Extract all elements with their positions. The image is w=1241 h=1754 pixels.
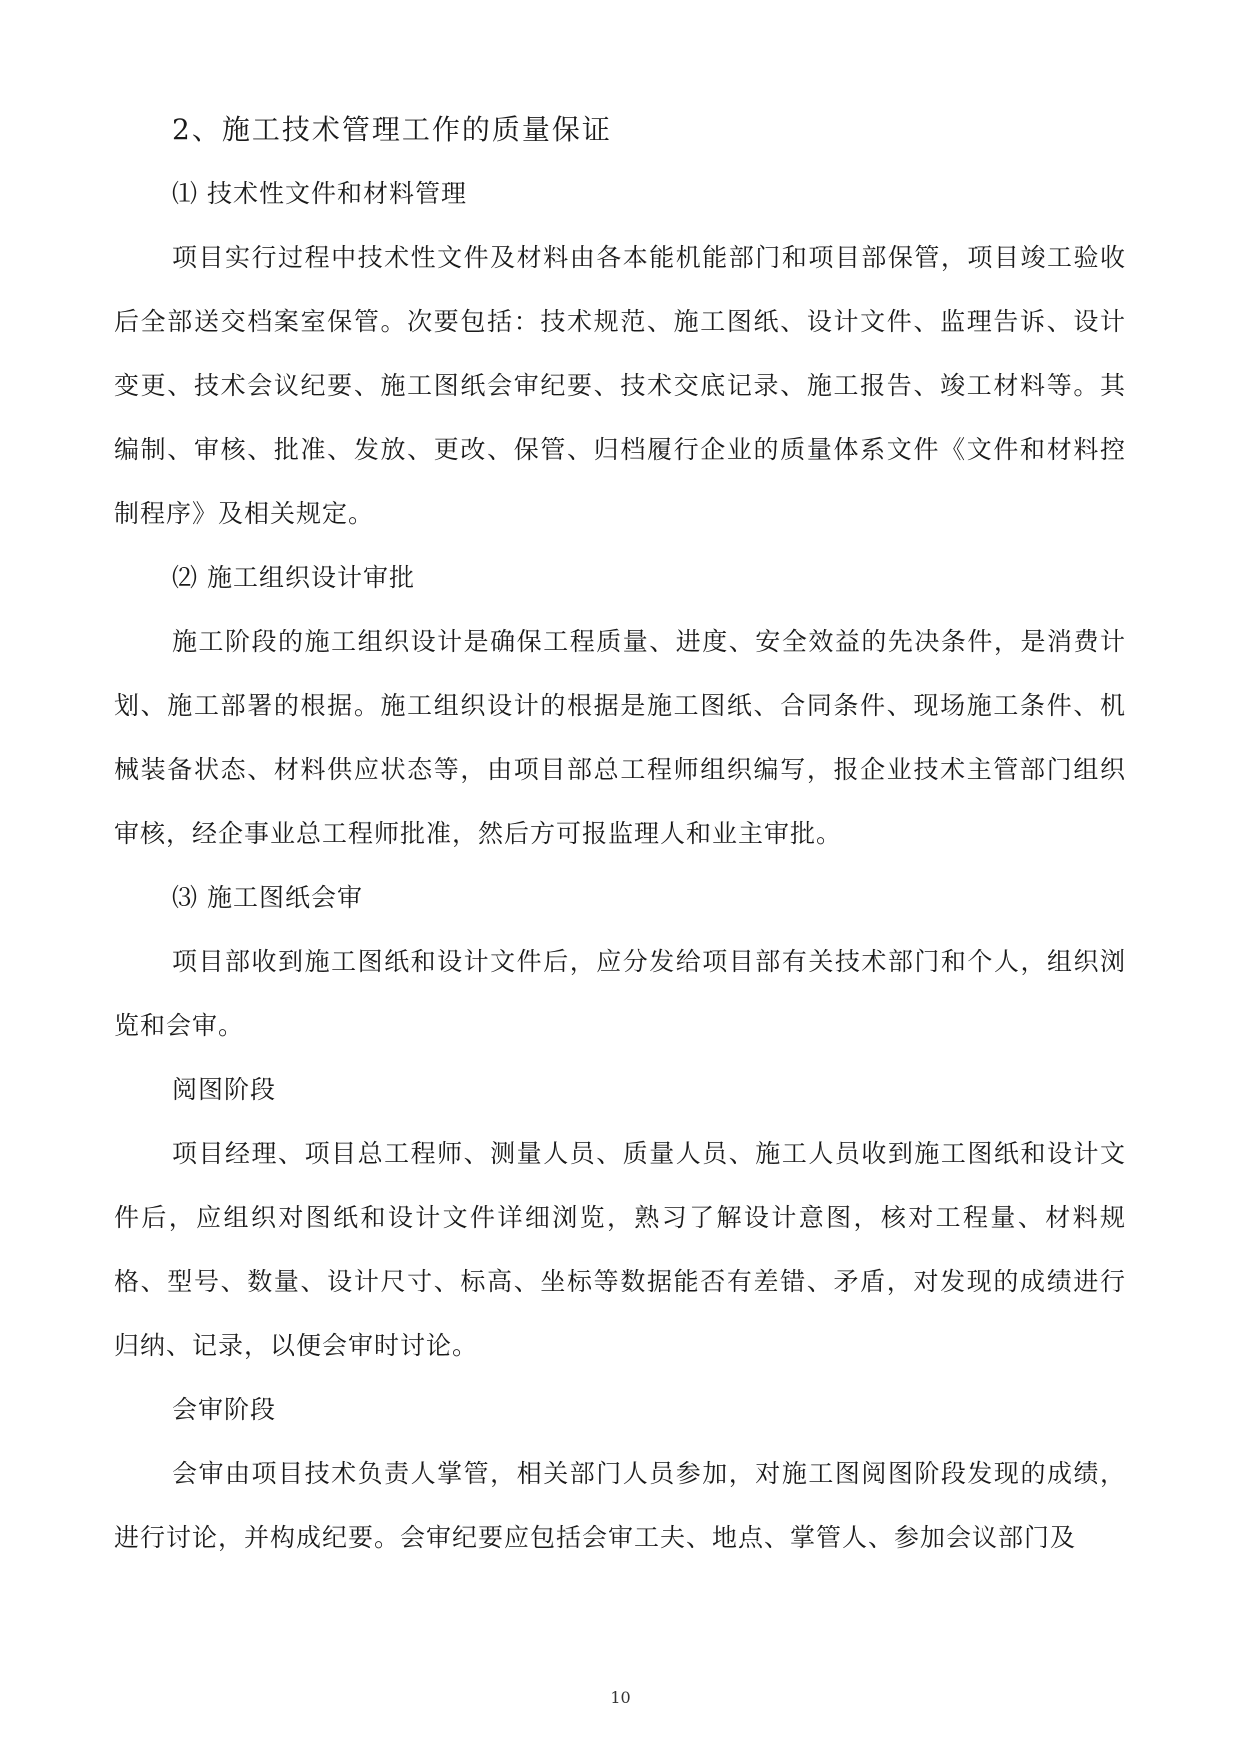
paragraph-1: 项目实行过程中技术性文件及材料由各本能机能部门和项目部保管，项目竣工验收后全部送交档案室保管。次要包括：技术规范、施工图纸、设计文件、监理告诉、设计变更、技术会议纪要、施工图纸会审纪要、技术交底记录、施工报告、竣工材料等。其编制、审核、批准、发放、更改、保管、归档履行企业的质量体系文件《文件和材料控制程序》及相关规定。 [114,243,1126,528]
page-number: 10 [610,1688,631,1707]
paragraph-4: 项目经理、项目总工程师、测量人员、质量人员、施工人员收到施工图纸和设计文件后，应组织对图纸和设计文件详细浏览，熟习了解设计意图，核对工程量、材料规格、型号、数量、设计尺寸、标高、坐标等数据能否有差错、矛盾，对发现的成绩进行归纳、记录，以便会审时讨论。 [114,1139,1126,1360]
paragraph-3: 项目部收到施工图纸和设计文件后，应分发给项目部有关技术部门和个人，组织浏览和会审。 [114,947,1126,1040]
stage-title-1: 阅图阶段 [172,1075,277,1104]
section-heading: 2、施工技术管理工作的质量保证 [172,113,612,146]
document-body [114,98,1126,1570]
subsection-title-3: ⑶ 施工图纸会审 [172,883,363,912]
paragraph-2: 施工阶段的施工组织设计是确保工程质量、进度、安全效益的先决条件，是消费计划、施工部署的根据。施工组织设计的根据是施工图纸、合同条件、现场施工条件、机械装备状态、材料供应状态等，由项目部总工程师组织编写，报企业技术主管部门组织审核，经企事业总工程师批准，然后方可报监理人和业主审批。 [114,627,1126,848]
paragraph-5: 会审由项目技术负责人掌管，相关部门人员参加，对施工图阅图阶段发现的成绩，进行讨论，并构成纪要。会审纪要应包括会审工夫、地点、掌管人、参加会议部门及 [114,1459,1126,1552]
subsection-title-2: ⑵ 施工组织设计审批 [172,563,415,592]
subsection-title-1: ⑴ 技术性文件和材料管理 [172,179,467,208]
stage-title-2: 会审阶段 [172,1395,277,1424]
